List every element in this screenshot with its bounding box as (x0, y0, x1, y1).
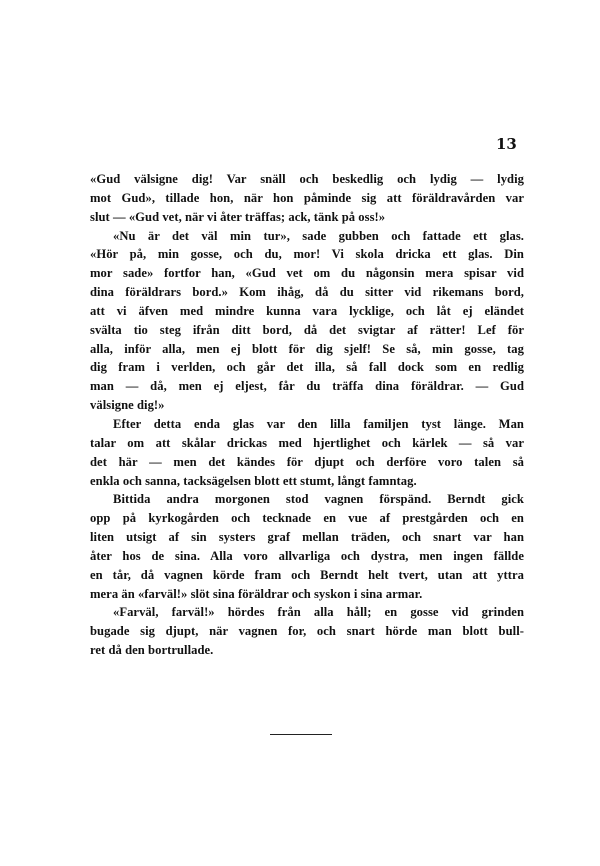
text-line: Bittida andra morgonen stod vagnen förspänd. Berndt gick (113, 492, 524, 507)
text-line: bugade sig djupt, när vagnen for, och snart hörde man blott bull- (90, 624, 524, 639)
text-line: «Hör på, min gosse, och du, mor! Vi skola dricka ett glas. Din (90, 247, 524, 262)
text-line: slut — «Gud vet, när vi åter träffas; ack, tänk på oss!» (90, 209, 386, 224)
body-text (90, 170, 524, 660)
text-line: liten utsigt af sin systers graf mellan träden, och snart var han (90, 530, 524, 545)
page-number: 13 (496, 135, 517, 153)
text-line: «Nu är det väl min tur», sade gubben och fattade ett glas. (113, 228, 524, 243)
text-line: att vi äfven med mindre kunna vara lycklige, och låt ej eländet (90, 303, 524, 318)
text-line: opp på kyrkogården och tecknade en vue af prestgården och en (90, 511, 524, 526)
text-line: enkla och sanna, tacksägelsen blott ett stumt, långt famntag. (90, 473, 417, 488)
text-line: Efter detta enda glas var den lilla familjen tyst länge. Man (113, 416, 524, 431)
text-line: åter hos de sina. Alla voro allvarliga och dystra, men ingen fällde (90, 548, 524, 563)
text-line: det här — men det kändes för djupt och derföre voro talen så (90, 454, 524, 469)
text-line: svälta tio steg ifrån ditt bord, då det svigtar af rätter! Lef för (90, 322, 524, 337)
text-line: mot Gud», tillade hon, när hon påminde sig att föräldravården var (90, 190, 524, 205)
text-line: mera än «farväl!» slöt sina föräldrar och syskon i sina armar. (90, 586, 423, 601)
text-line: ret då den bortrullade. (90, 643, 214, 658)
text-line: dig fram i verlden, och går det illa, så fall dock som en redlig (90, 360, 524, 375)
text-line: mor sade» fortfor han, «Gud vet om du någonsin mera spisar vid (90, 266, 524, 281)
text-line: «Farväl, farväl!» hördes från alla håll; en gosse vid grinden (113, 605, 524, 620)
text-line: alla, inför alla, men ej blott för dig sjelf! Se så, min gosse, tag (90, 341, 524, 356)
text-line: man — då, men ej eljest, får du träffa dina föräldrar. — Gud (90, 379, 524, 394)
text-line: talar om att skålar drickas med hjertlighet och kärlek — så var (90, 435, 524, 450)
section-divider (270, 734, 332, 735)
text-line: välsigne dig!» (90, 398, 165, 413)
text-line: en tår, då vagnen körde fram och Berndt helt tvert, utan att yttra (90, 567, 524, 582)
text-line: «Gud välsigne dig! Var snäll och beskedlig och lydig — lydig (90, 172, 524, 186)
text-line: dina föräldrars bord.» Kom ihåg, då du sitter vid rikemans bord, (90, 285, 524, 300)
